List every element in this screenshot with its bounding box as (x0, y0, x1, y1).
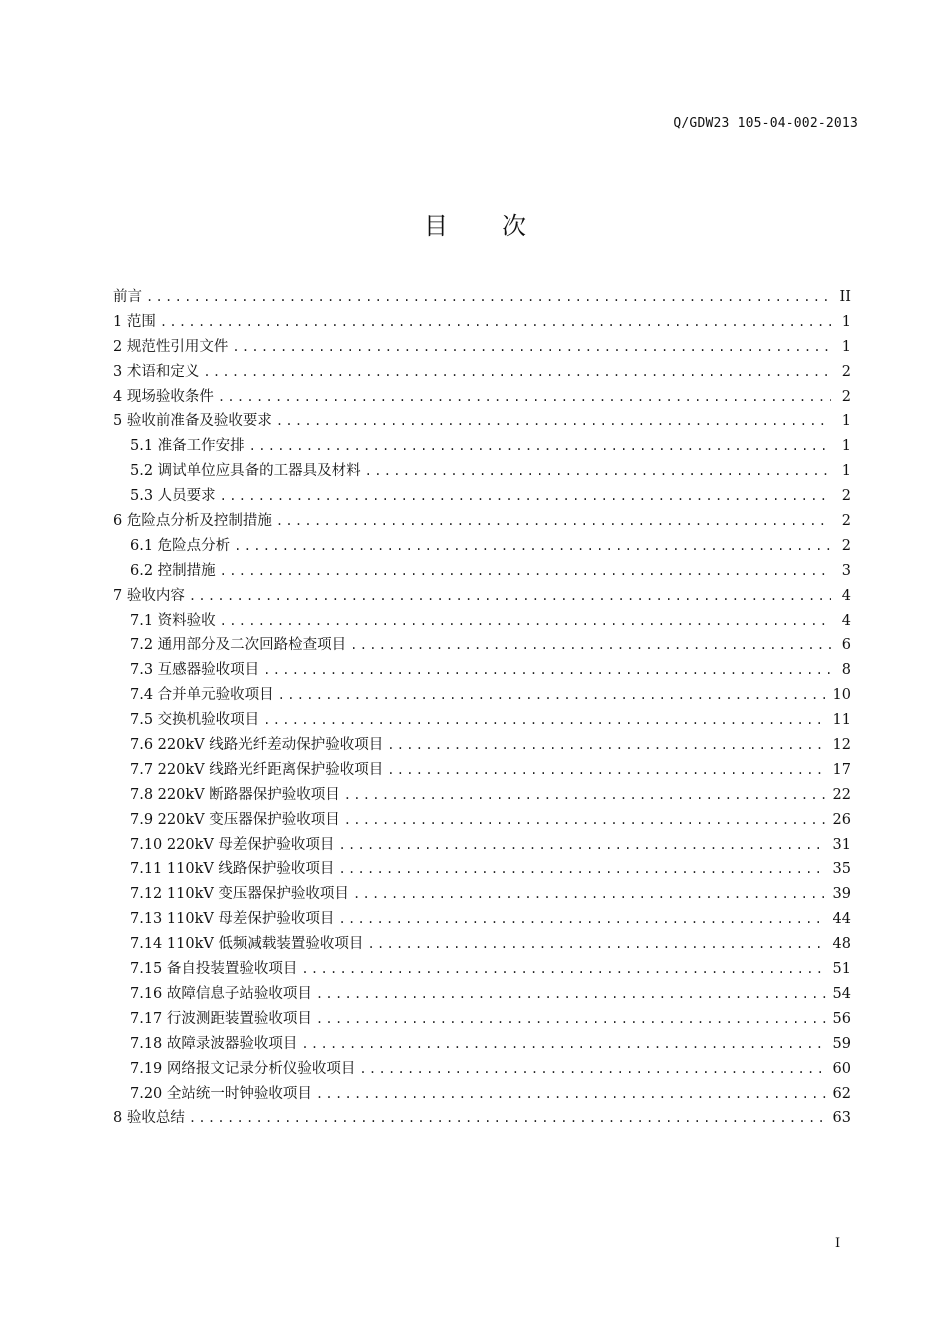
toc-leader-dots (338, 907, 826, 932)
toc-entry-label: 4 现场验收条件 (113, 388, 214, 405)
toc-leader-dots (338, 833, 826, 858)
toc-leader-dots (301, 1032, 826, 1057)
toc-entry[interactable] (113, 932, 851, 957)
toc-entry-label: 7.15 备自投装置验收项目 (130, 961, 298, 978)
toc-entry-label: 7.3 互感器验收项目 (130, 662, 260, 679)
toc-leader-dots (189, 1106, 827, 1131)
toc-entry-page: 12 (832, 737, 851, 754)
toc-leader-dots (278, 683, 827, 708)
toc-entry[interactable] (113, 335, 851, 360)
toc-entry-page: 2 (841, 488, 851, 505)
toc-entry[interactable] (113, 484, 851, 509)
toc-entry-page: 11 (832, 712, 851, 729)
toc-leader-dots (220, 559, 831, 584)
toc-leader-dots (316, 1007, 827, 1032)
toc-entry-label: 7.1 资料验收 (130, 612, 216, 629)
toc-entry-page: 3 (841, 562, 851, 579)
toc-leader-dots (249, 434, 831, 459)
toc-entry-label: 5 验收前准备及验收要求 (113, 413, 272, 430)
toc-entry[interactable] (113, 584, 851, 609)
toc-entry[interactable] (113, 708, 851, 733)
toc-entry-label: 7.11 110kV 线路保护验收项目 (130, 861, 335, 878)
document-number: Q/GDW23 105-04-002-2013 (673, 116, 858, 131)
toc-entry[interactable] (113, 509, 851, 534)
toc-leader-dots (350, 633, 831, 658)
toc-entry-page: 1 (841, 413, 851, 430)
toc-leader-dots (189, 584, 831, 609)
toc-entry-page: 60 (832, 1060, 851, 1077)
toc-entry-label: 2 规范性引用文件 (113, 338, 229, 355)
toc-leader-dots (160, 310, 831, 335)
toc-entry-label: 5.2 调试单位应具备的工器具及材料 (130, 463, 361, 480)
toc-entry-page: 51 (832, 961, 851, 978)
toc-entry-page: 44 (832, 911, 851, 928)
toc-entry[interactable] (113, 758, 851, 783)
toc-entry[interactable] (113, 434, 851, 459)
toc-entry-page: 6 (841, 637, 851, 654)
toc-entry-label: 7.19 网络报文记录分析仪验收项目 (130, 1060, 356, 1077)
toc-entry[interactable] (113, 559, 851, 584)
toc-entry-page: 4 (841, 612, 851, 629)
toc-leader-dots (367, 932, 826, 957)
toc-leader-dots (387, 758, 826, 783)
toc-entry-page: 8 (841, 662, 851, 679)
toc-entry[interactable] (113, 409, 851, 434)
toc-leader-dots (276, 509, 831, 534)
toc-entry-label: 7.8 220kV 断路器保护验收项目 (130, 786, 340, 803)
toc-title-char-2: 次 (502, 212, 526, 240)
toc-leader-dots (220, 609, 831, 634)
toc-entry-page: 56 (832, 1010, 851, 1027)
toc-entry-page: 54 (832, 985, 851, 1002)
toc-entry-page: 1 (841, 438, 851, 455)
toc-entry-page: II (839, 289, 851, 305)
toc-entry-page: 1 (841, 463, 851, 480)
toc-leader-dots (301, 957, 826, 982)
toc-entry-label: 7.4 合并单元验收项目 (130, 687, 274, 704)
toc-entry-label: 6 危险点分析及控制措施 (113, 513, 272, 530)
toc-entry-label: 7.12 110kV 变压器保护验收项目 (130, 886, 349, 903)
page-number: I (835, 1236, 841, 1251)
toc-entry[interactable] (113, 882, 851, 907)
toc-entry[interactable] (113, 1106, 851, 1131)
toc-entry-label: 7.20 全站统一时钟验收项目 (130, 1085, 312, 1102)
toc-entry[interactable] (113, 459, 851, 484)
toc-entry[interactable] (113, 957, 851, 982)
toc-entry-label: 5.3 人员要求 (130, 488, 216, 505)
toc-entry-page: 39 (832, 886, 851, 903)
toc-entry[interactable] (113, 833, 851, 858)
toc-entry-page: 1 (841, 338, 851, 355)
toc-entry-label: 7.7 220kV 线路光纤距离保护验收项目 (130, 761, 384, 778)
toc-leader-dots (203, 360, 831, 385)
toc-entry[interactable] (113, 808, 851, 833)
toc-entry-page: 63 (832, 1110, 851, 1127)
toc-entry-page: 2 (841, 513, 851, 530)
toc-title (0, 206, 950, 241)
toc-entry-page: 35 (832, 861, 851, 878)
toc-entry-label: 7.6 220kV 线路光纤差动保护验收项目 (130, 737, 384, 754)
toc-leader-dots (359, 1057, 826, 1082)
toc-entry-page: 26 (832, 811, 851, 828)
toc-leader-dots (263, 708, 826, 733)
toc-leader-dots (276, 409, 831, 434)
toc-leader-dots (220, 484, 831, 509)
toc-leader-dots (353, 882, 827, 907)
toc-leader-dots (387, 733, 826, 758)
toc-leader-dots (232, 335, 831, 360)
toc-entry[interactable] (113, 609, 851, 634)
toc-entry-label: 8 验收总结 (113, 1110, 185, 1127)
table-of-contents (113, 285, 851, 1131)
toc-leader-dots (365, 459, 831, 484)
toc-leader-dots (344, 808, 827, 833)
toc-entry[interactable] (113, 982, 851, 1007)
toc-entry-label: 3 术语和定义 (113, 363, 200, 380)
toc-leader-dots (234, 534, 831, 559)
toc-entry[interactable] (113, 1007, 851, 1032)
toc-entry-label: 7.13 110kV 母差保护验收项目 (130, 911, 335, 928)
toc-entry[interactable] (113, 385, 851, 410)
toc-entry[interactable] (113, 534, 851, 559)
toc-leader-dots (218, 385, 831, 410)
toc-leader-dots (316, 982, 827, 1007)
toc-entry[interactable] (113, 633, 851, 658)
toc-entry-label: 7 验收内容 (113, 587, 185, 604)
toc-entry-page: 62 (832, 1085, 851, 1102)
toc-entry-label: 5.1 准备工作安排 (130, 438, 245, 455)
toc-entry[interactable] (113, 1082, 851, 1107)
toc-leader-dots (344, 783, 827, 808)
toc-entry-label: 7.10 220kV 母差保护验收项目 (130, 836, 335, 853)
toc-entry[interactable] (113, 360, 851, 385)
toc-entry[interactable] (113, 733, 851, 758)
toc-entry[interactable] (113, 658, 851, 683)
toc-entry-page: 31 (832, 836, 851, 853)
toc-entry-label: 前言 (113, 289, 142, 305)
toc-entry-label: 7.5 交换机验收项目 (130, 712, 260, 729)
toc-entry-page: 1 (841, 313, 851, 330)
toc-entry[interactable] (113, 1057, 851, 1082)
toc-entry[interactable] (113, 683, 851, 708)
toc-entry[interactable] (113, 310, 851, 335)
toc-entry-page: 17 (832, 761, 851, 778)
toc-leader-dots (146, 285, 831, 310)
toc-leader-dots (263, 658, 831, 683)
toc-entry-page: 2 (841, 388, 851, 405)
toc-leader-dots (338, 857, 826, 882)
toc-entry-label: 7.9 220kV 变压器保护验收项目 (130, 811, 340, 828)
toc-entry-page: 22 (832, 786, 851, 803)
toc-entry-label: 7.17 行波测距装置验收项目 (130, 1010, 312, 1027)
toc-entry[interactable] (113, 1032, 851, 1057)
toc-leader-dots (316, 1082, 827, 1107)
toc-entry-page: 48 (832, 936, 851, 953)
toc-entry-label: 7.14 110kV 低频减载装置验收项目 (130, 936, 364, 953)
toc-entry-label: 1 范围 (113, 313, 156, 330)
toc-entry-page: 2 (841, 363, 851, 380)
toc-entry-label: 6.2 控制措施 (130, 562, 216, 579)
toc-entry-label: 7.2 通用部分及二次回路检查项目 (130, 637, 347, 654)
toc-entry[interactable] (113, 783, 851, 808)
toc-entry-label: 7.16 故障信息子站验收项目 (130, 985, 312, 1002)
toc-entry[interactable] (113, 285, 851, 310)
toc-entry-label: 7.18 故障录波器验收项目 (130, 1035, 298, 1052)
toc-entry-page: 2 (841, 537, 851, 554)
toc-entry[interactable] (113, 907, 851, 932)
toc-entry-label: 6.1 危险点分析 (130, 537, 231, 554)
toc-entry-page: 59 (832, 1035, 851, 1052)
toc-entry-page: 10 (832, 687, 851, 704)
toc-title-char-1: 目 (424, 212, 448, 240)
toc-entry[interactable] (113, 857, 851, 882)
toc-entry-page: 4 (841, 587, 851, 604)
